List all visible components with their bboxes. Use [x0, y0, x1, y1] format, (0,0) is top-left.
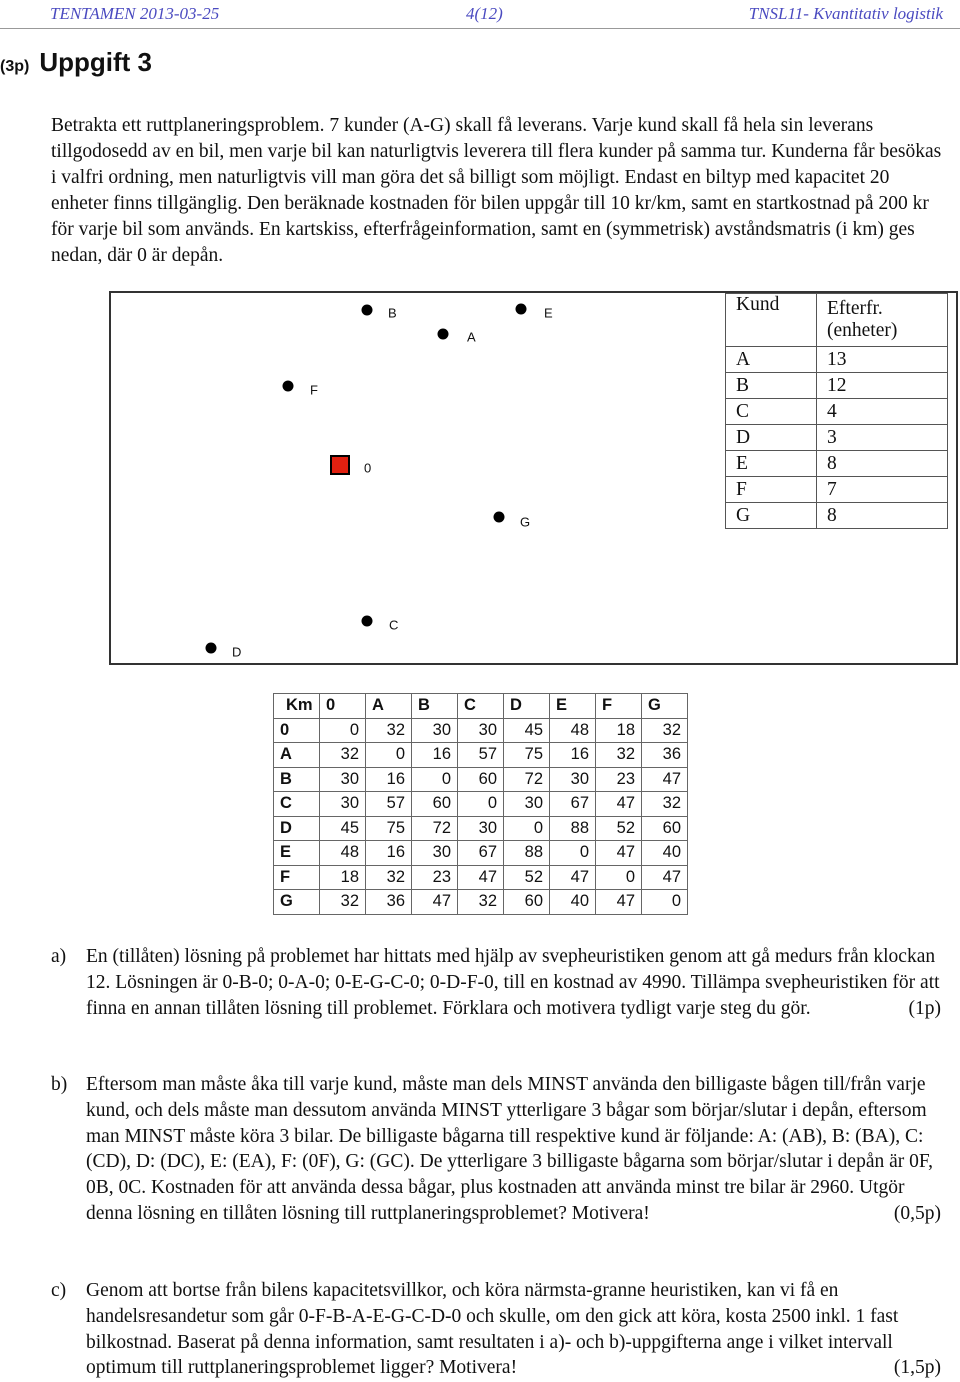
distance-cell: 47: [596, 792, 642, 817]
demand-value: 7: [817, 477, 948, 503]
question-points: (1,5p): [893, 1357, 941, 1379]
map-label-depot: 0: [364, 460, 372, 476]
question-a: [51, 944, 941, 1021]
distance-cell: 0: [596, 865, 642, 890]
table-row: [274, 767, 688, 792]
question-letter: a): [51, 946, 67, 967]
demand-value: 3: [817, 425, 948, 451]
demand-value: 4: [817, 399, 948, 425]
map-label-a: A: [467, 329, 476, 345]
distance-matrix: [273, 693, 688, 915]
distance-cell: 60: [642, 816, 688, 841]
distance-cell: 47: [596, 841, 642, 866]
demand-table: [725, 293, 948, 529]
distance-cell: 0: [366, 743, 412, 768]
task-points: (3p): [0, 58, 30, 75]
header-divider: [0, 28, 960, 29]
header-course: TNSL11- Kvantitativ logistik: [748, 4, 943, 23]
table-row: [274, 890, 688, 915]
distance-row-header: A: [274, 743, 320, 768]
distance-cell: 36: [366, 890, 412, 915]
distance-row-header: G: [274, 890, 320, 915]
intro-paragraph: Betrakta ett ruttplaneringsproblem. 7 kunder (A-G) skall få leverans. Varje kund skall få hela sin leverans tillgodosedd av en bil, men varje bil kan naturligtvis leverera till flera kunder på samma tur. Kunderna får besökas i valfri ordning, men naturligtvis vill man göra det så billigt som möjligt. Endast en biltyp med kapacitet 20 enheter finns tillgänglig. Den beräknade kostnaden för bilen uppgår till 10 kr/km, samt en startkostnad på 200 kr för varje bil som används. En kartskiss, efterfrågeinformation, samt en (symmetrisk) avståndsmatris (i km) ges nedan, där 0 är depån.: [51, 115, 942, 266]
question-text: Genom att bortse från bilens kapacitetsvillkor, och köra närmsta-granne heuristiken, kan vi få en handelsresandetur som går 0-F-B-A-E-G-C-D-0 och skulle, om den gick att köra, kosta 2500 inkl. 1 fast bilkostnad. Baserat på denna information, samt resultaten i a)- och b)-uppgifterna ange i vilket intervall optimum till ruttplaneringsproblemet ligger? Motivera!: [86, 1280, 899, 1379]
map-point-b: [362, 305, 373, 316]
map-label-c: C: [389, 617, 399, 633]
distance-cell: 47: [642, 767, 688, 792]
distance-cell: 23: [596, 767, 642, 792]
map-point-g: [494, 512, 505, 523]
distance-cell: 23: [412, 865, 458, 890]
distance-cell: 60: [504, 890, 550, 915]
table-row: [274, 865, 688, 890]
distance-cell: 57: [366, 792, 412, 817]
distance-cell: 18: [320, 865, 366, 890]
table-row: [274, 792, 688, 817]
distance-cell: 16: [412, 743, 458, 768]
distance-cell: 30: [320, 767, 366, 792]
demand-header-row: [726, 294, 948, 347]
distance-cell: 32: [366, 718, 412, 743]
distance-cell: 36: [642, 743, 688, 768]
distance-cell: 47: [550, 865, 596, 890]
distance-cell: 47: [412, 890, 458, 915]
question-text: En (tillåten) lösning på problemet har hittats med hjälp av svepheuristiken genom att gå medurs från klockan 12. Lösningen är 0-B-0; 0-A-0; 0-E-G-C-0; 0-D-F-0, till en kostnad av 4990. Tillämpa svepheuristiken för att finna en annan tillåten lösning till problemet. Förklara och motivera tydligt varje steg du gör.: [86, 946, 940, 1019]
distance-cell: 32: [366, 865, 412, 890]
distance-cell: 0: [320, 718, 366, 743]
distance-cell: 48: [320, 841, 366, 866]
distance-cell: 0: [504, 816, 550, 841]
question-points: (0,5p): [893, 1202, 941, 1224]
demand-customer: A: [726, 347, 817, 373]
map-point-e: [516, 304, 527, 315]
demand-customer: D: [726, 425, 817, 451]
distance-cell: 30: [412, 841, 458, 866]
question-points: (1p): [908, 997, 941, 1019]
distance-cell: 60: [412, 792, 458, 817]
distance-cell: 32: [458, 890, 504, 915]
distance-cell: 0: [458, 792, 504, 817]
distance-cell: 30: [412, 718, 458, 743]
map-point-c: [362, 616, 373, 627]
distance-cell: 75: [366, 816, 412, 841]
table-row: [726, 425, 948, 451]
header-page-number: 4(12): [466, 4, 503, 23]
distance-cell: 72: [412, 816, 458, 841]
distance-cell: 75: [504, 743, 550, 768]
distance-cell: 67: [550, 792, 596, 817]
demand-value: 12: [817, 373, 948, 399]
question-c: [51, 1278, 941, 1381]
distance-header-cell: D: [504, 694, 550, 719]
distance-cell: 45: [320, 816, 366, 841]
distance-cell: 32: [320, 890, 366, 915]
distance-cell: 30: [458, 816, 504, 841]
distance-cell: 57: [458, 743, 504, 768]
map-label-f: F: [310, 382, 318, 398]
table-row: [274, 718, 688, 743]
distance-cell: 47: [458, 865, 504, 890]
distance-cell: 40: [550, 890, 596, 915]
table-row: [726, 347, 948, 373]
header-left: TENTAMEN 2013-03-25: [50, 4, 220, 23]
distance-cell: 67: [458, 841, 504, 866]
demand-customer: C: [726, 399, 817, 425]
question-text: Eftersom man måste åka till varje kund, måste man dels MINST använda den billigaste bågen till/från varje kund, och dels måste man dessutom använda MINST ytterligare 3 bågar som börjar/slutar i depån, eftersom man MINST måste köra 3 bilar. De billigaste bågarna till respektive kund är följande: A: (AB), B: (BA), C: (CD), D: (DC), E: (EA), F: (0F), G: (GC). De ytterligare 3 billigaste bågarna som börjar/slutar i depån är 0F, 0B, 0C. Kostnaden för att använda dessa bågar, plus kostnaden att använda minst tre bilar är 2960. Utgör denna lösning en tillåten lösning till ruttplaneringsproblemet? Motivera!: [86, 1074, 934, 1224]
distance-cell: 45: [504, 718, 550, 743]
table-row: [726, 373, 948, 399]
question-letter: b): [51, 1074, 68, 1095]
demand-header-cell: Efterfr. (enheter): [817, 294, 948, 347]
distance-header-cell: G: [642, 694, 688, 719]
map-label-d: D: [232, 644, 242, 660]
table-row: [726, 477, 948, 503]
distance-cell: 16: [550, 743, 596, 768]
map-label-e: E: [544, 305, 553, 321]
distance-cell: 72: [504, 767, 550, 792]
distance-header-cell: B: [412, 694, 458, 719]
distance-cell: 18: [596, 718, 642, 743]
question-b: [51, 1072, 941, 1227]
demand-customer: F: [726, 477, 817, 503]
demand-customer: B: [726, 373, 817, 399]
distance-row-header: B: [274, 767, 320, 792]
distance-cell: 88: [550, 816, 596, 841]
distance-cell: 52: [596, 816, 642, 841]
distance-header-cell: E: [550, 694, 596, 719]
question-letter: c): [51, 1280, 67, 1301]
table-row: [726, 503, 948, 529]
distance-cell: 30: [458, 718, 504, 743]
table-row: [274, 743, 688, 768]
map-label-b: B: [388, 305, 397, 321]
map-label-g: G: [520, 514, 531, 530]
distance-cell: 32: [320, 743, 366, 768]
demand-value: 13: [817, 347, 948, 373]
distance-cell: 40: [642, 841, 688, 866]
distance-cell: 0: [642, 890, 688, 915]
distance-row-header: F: [274, 865, 320, 890]
distance-cell: 16: [366, 841, 412, 866]
distance-row-header: 0: [274, 718, 320, 743]
task-heading: [0, 47, 152, 78]
demand-value: 8: [817, 451, 948, 477]
distance-cell: 32: [642, 792, 688, 817]
table-row: [726, 399, 948, 425]
map-depot: [330, 455, 350, 475]
distance-cell: 52: [504, 865, 550, 890]
distance-row-header: E: [274, 841, 320, 866]
distance-cell: 32: [642, 718, 688, 743]
distance-row-header: C: [274, 792, 320, 817]
distance-cell: 88: [504, 841, 550, 866]
distance-cell: 30: [320, 792, 366, 817]
distance-header-cell: F: [596, 694, 642, 719]
distance-cell: 47: [642, 865, 688, 890]
map-point-d: [206, 643, 217, 654]
map-point-a: [438, 329, 449, 340]
table-row: [274, 816, 688, 841]
distance-header-cell: C: [458, 694, 504, 719]
task-title: Uppgift 3: [39, 47, 152, 77]
demand-customer: G: [726, 503, 817, 529]
distance-cell: 0: [550, 841, 596, 866]
table-row: [274, 841, 688, 866]
distance-cell: 30: [504, 792, 550, 817]
table-row: [726, 451, 948, 477]
demand-value: 8: [817, 503, 948, 529]
demand-customer: E: [726, 451, 817, 477]
distance-cell: 16: [366, 767, 412, 792]
distance-cell: 60: [458, 767, 504, 792]
map-point-f: [283, 381, 294, 392]
distance-cell: 0: [412, 767, 458, 792]
distance-cell: 32: [596, 743, 642, 768]
distance-cell: 48: [550, 718, 596, 743]
distance-header-cell: Km: [274, 694, 320, 719]
distance-header-cell: A: [366, 694, 412, 719]
distance-header-cell: 0: [320, 694, 366, 719]
distance-cell: 47: [596, 890, 642, 915]
demand-header-cell: Kund: [726, 294, 817, 347]
distance-cell: 30: [550, 767, 596, 792]
distance-header-row: [274, 694, 688, 719]
distance-row-header: D: [274, 816, 320, 841]
